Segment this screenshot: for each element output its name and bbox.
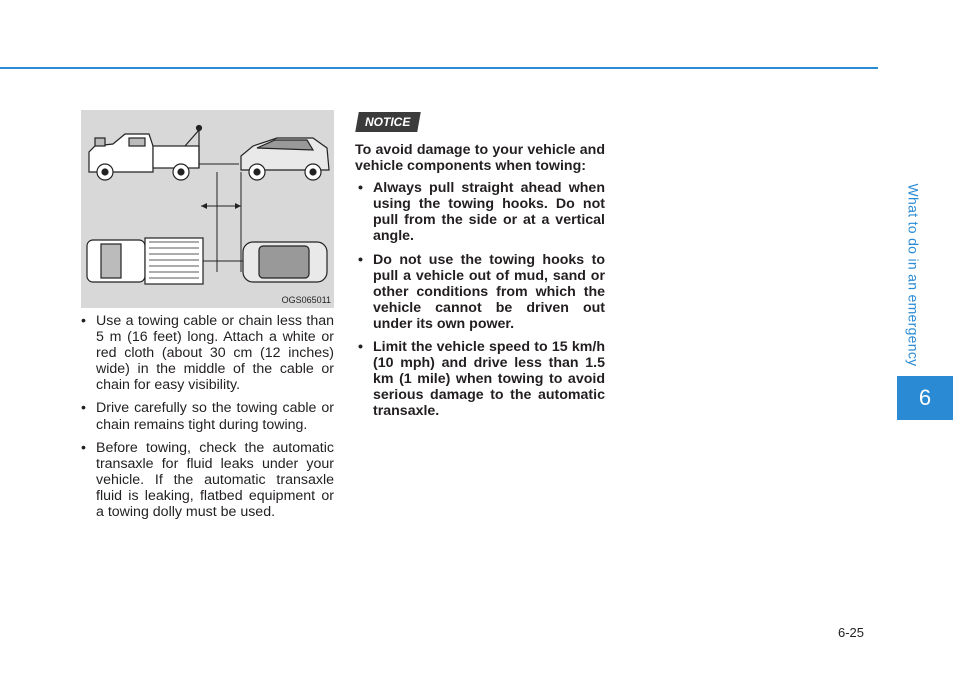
list-item: • Before towing, check the automatic transaxle for fluid leaks under your vehicle. If the automatic transaxle fluid is leaking, flatbed equipment or a towing dolly must be used. [78,440,334,520]
notice-label: NOTICE [365,115,411,129]
towing-illustration [81,110,334,308]
page-number: 6-25 [838,625,865,640]
notice-section [355,112,605,427]
figure-code: OGS065011 [281,295,331,305]
chapter-number-tab [897,376,953,420]
left-column [78,313,334,527]
list-item: • Always pull straight ahead when using the towing hooks. Do not pull from the side or at a vertical angle. [355,180,605,244]
notice-intro: To avoid damage to your vehicle and vehicle components when towing: [355,142,605,175]
chapter-number: 6 [918,385,932,410]
list-item: • Do not use the towing hooks to pull a vehicle out of mud, sand or other conditions from which the vehicle cannot be driven out under its own power. [355,252,605,332]
suv-top [243,242,327,282]
towing-diagram [81,110,334,308]
notice-badge [355,112,421,132]
tow-truck-side [89,126,202,181]
notice-list [355,180,605,419]
towing-instructions-list [78,313,334,520]
list-item: • Drive carefully so the towing cable or chain remains tight during towing. [78,400,334,432]
tow-truck-top [87,238,203,284]
list-item: • Limit the vehicle speed to 15 km/h (10 mph) and drive less than 1.5 km (1 mile) when towing to avoid serious damage to the automatic transaxle. [355,339,605,419]
suv-side [241,138,329,180]
section-title: What to do in an emergency [905,183,921,367]
list-item: • Use a towing cable or chain less than 5 m (16 feet) long. Attach a white or red cloth (about 30 cm (12 inches) wide) in the middle of the cable or chain for easy visibility. [78,313,334,393]
header-rule [0,67,878,69]
section-title-tab [893,180,933,370]
